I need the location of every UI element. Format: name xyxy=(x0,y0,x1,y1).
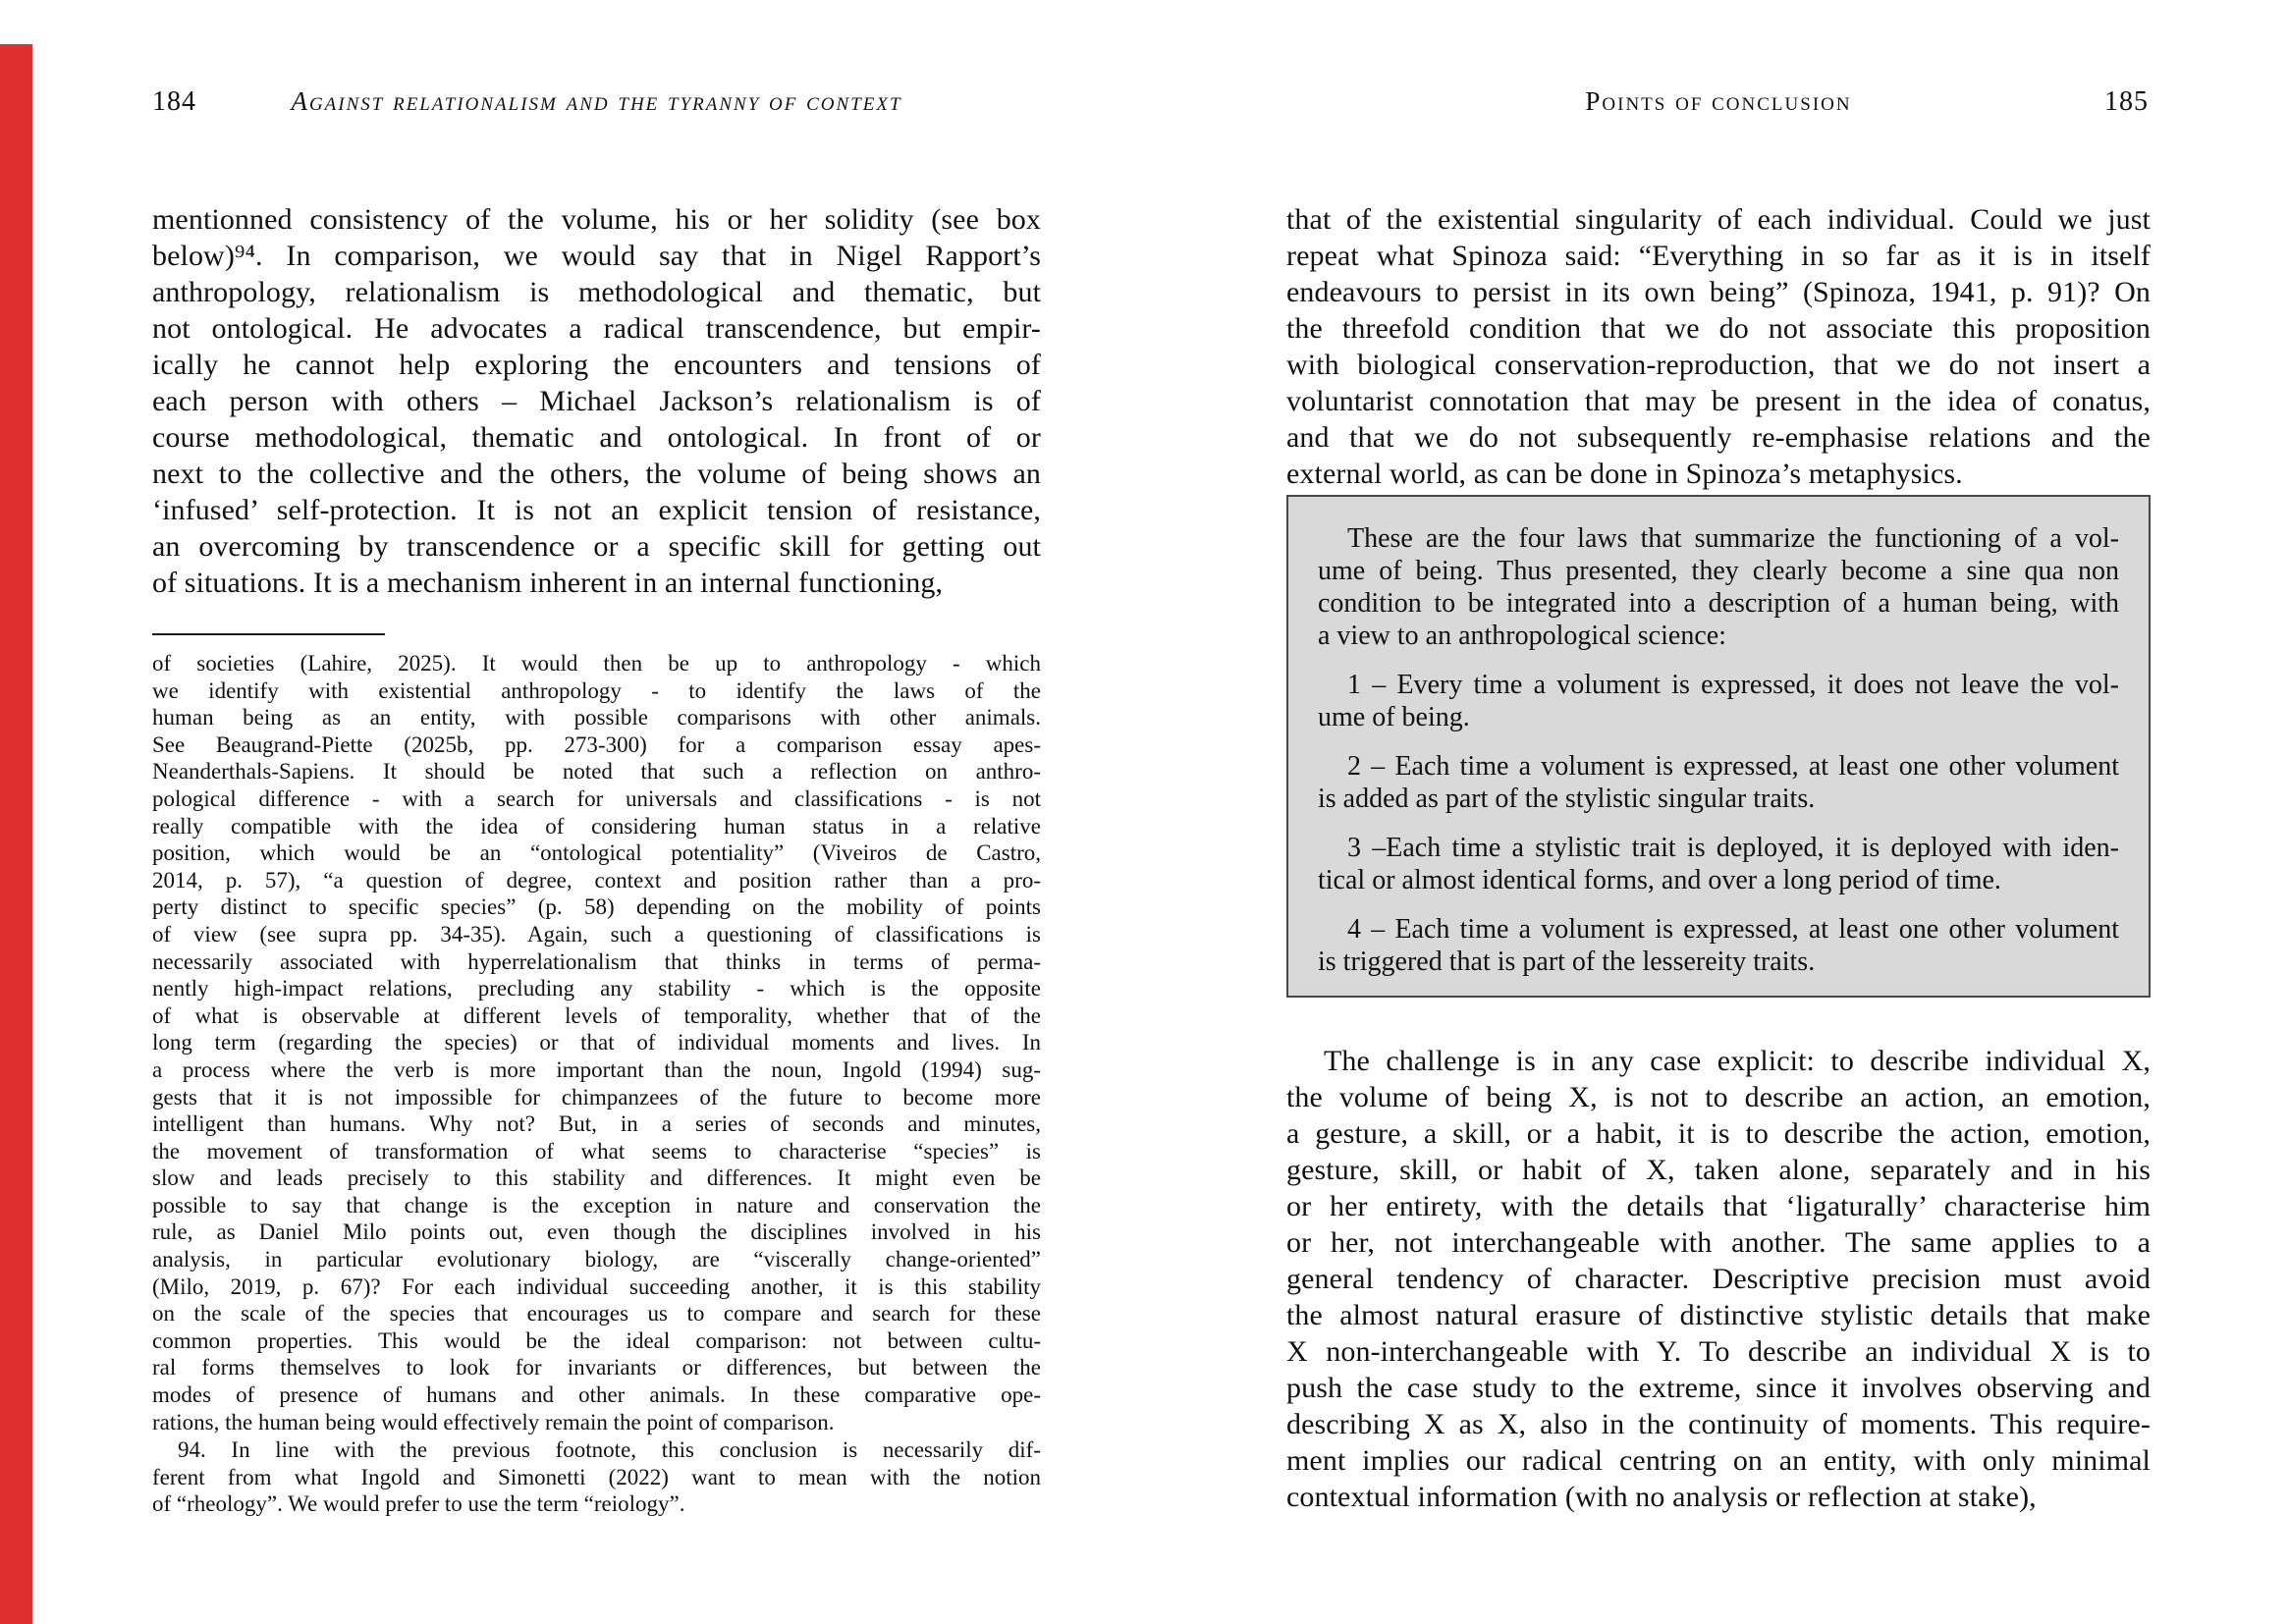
text-line: and that we do not subsequently re-emphasise relations and the xyxy=(1286,421,2151,454)
text-line: X non-interchangeable with Y. To describe an individual X is to xyxy=(1286,1335,2151,1368)
left-page-body-text xyxy=(152,201,1041,601)
text-line: an overcoming by transcendence or a specific skill for getting out xyxy=(152,530,1041,563)
text-line: ically he cannot help exploring the encounters and tensions of xyxy=(152,349,1041,381)
text-line: gesture, skill, or habit of X, taken alone, separately and in his xyxy=(1286,1154,2151,1186)
text-line: contextual information (with no analysis or reflection at stake), xyxy=(1286,1481,2037,1513)
text-line: ferent from what Ingold and Simonetti (2022) want to mean with the notion xyxy=(152,1464,1041,1489)
text-line: tical or almost identical forms, and over a long period of time. xyxy=(1318,865,2001,895)
text-line: external world, as can be done in Spinoza’s metaphysics. xyxy=(1286,458,1963,490)
text-line: course methodological, thematic and ontological. In front of or xyxy=(152,421,1041,454)
text-line: or her entirety, with the details that ‘ligaturally’ characterise him xyxy=(1286,1190,2151,1222)
footnote-94-text xyxy=(152,1436,1041,1518)
text-line: modes of presence of humans and other animals. In these comparative ope- xyxy=(152,1382,1041,1408)
text-line: long term (regarding the species) or that of individual moments and lives. In xyxy=(152,1030,1041,1056)
text-line: endeavours to persist in its own being” (Spinoza, 1941, p. 91)? On xyxy=(1286,276,2151,308)
text-line: perty distinct to specific species” (p. 58) depending on the mobility of points xyxy=(152,894,1041,920)
text-line: a gesture, a skill, or a habit, it is to describe the action, emotion, xyxy=(1286,1117,2151,1150)
left-page-number: 184 xyxy=(152,86,196,117)
text-line: is triggered that is part of the lessereity traits. xyxy=(1318,947,1816,977)
four-laws-box xyxy=(1286,495,2151,998)
text-line: we identify with existential anthropology - to identify the laws of the xyxy=(152,677,1041,703)
law-3 xyxy=(1318,832,2119,896)
text-line: is added as part of the stylistic singular traits. xyxy=(1318,784,1816,814)
text-line: Neanderthals-Sapiens. It should be noted that such a reflection on anthro- xyxy=(152,759,1041,785)
text-line: of view (see supra pp. 34-35). Again, such a questioning of classifications is xyxy=(152,921,1041,947)
text-line: of societies (Lahire, 2025). It would then be up to anthropology - which xyxy=(152,651,1041,676)
text-line: possible to say that change is the exception in nature and conservation the xyxy=(152,1192,1041,1218)
text-line: position, which would be an “ontological potentiality” (Viveiros de Castro, xyxy=(152,840,1041,866)
right-page-closing-text xyxy=(1286,1043,2151,1515)
text-line: the volume of being X, is not to describe an action, an emotion, xyxy=(1286,1081,2151,1113)
laws-box-intro xyxy=(1318,522,2119,652)
law-1 xyxy=(1318,669,2119,733)
text-line: ume of being. Thus presented, they clearly become a sine qua non xyxy=(1318,556,2119,586)
text-line: anthropology, relationalism is methodological and thematic, but xyxy=(152,276,1041,308)
text-line: (Milo, 2019, p. 67)? For each individual succeeding another, it is this stability xyxy=(152,1273,1041,1299)
right-page-body-text xyxy=(1286,201,2151,492)
text-line: 94. In line with the previous footnote, this conclusion is necessarily dif- xyxy=(178,1437,1041,1462)
text-line: intelligent than humans. Why not? But, in a series of seconds and minutes, xyxy=(152,1111,1041,1137)
text-line: ‘infused’ self-protection. It is not an explicit tension of resistance, xyxy=(152,494,1041,526)
text-line: the movement of transformation of what seems to characterise “species” is xyxy=(152,1138,1041,1164)
footnote-separator-rule xyxy=(152,633,385,635)
text-line: of “rheology”. We would prefer to use the term “reiology”. xyxy=(152,1491,685,1517)
text-line: 2 – Each time a volument is expressed, at least one other volument xyxy=(1347,751,2119,782)
text-line: ment implies our radical centring on an entity, with only minimal xyxy=(1286,1444,2151,1477)
text-line: common properties. This would be the ideal comparison: not between cultu- xyxy=(152,1327,1041,1353)
text-line: general tendency of character. Descriptive precision must avoid xyxy=(1286,1263,2151,1295)
text-line: rations, the human being would effectively remain the point of comparison. xyxy=(152,1409,835,1435)
text-line: on the scale of the species that encourages us to compare and search for these xyxy=(152,1301,1041,1326)
text-line: 2014, p. 57), “a question of degree, context and position rather than a pro- xyxy=(152,867,1041,893)
law-2 xyxy=(1318,750,2119,815)
text-line: next to the collective and the others, the volume of being shows an xyxy=(152,458,1041,490)
text-line: gests that it is not impossible for chimpanzees of the future to become more xyxy=(152,1084,1041,1110)
text-line: 4 – Each time a volument is expressed, at least one other volument xyxy=(1347,914,2119,945)
text-line: pological difference - with a search for universals and classifications - is not xyxy=(152,785,1041,811)
footnote-continuation-text xyxy=(152,650,1041,1435)
text-line: the threefold condition that we do not associate this proposition xyxy=(1286,312,2151,345)
text-line: below)⁹⁴. In comparison, we would say that in Nigel Rapport’s xyxy=(152,240,1041,272)
text-line: necessarily associated with hyperrelationalism that thinks in terms of perma- xyxy=(152,948,1041,974)
left-running-head: Against relationalism and the tyranny of context xyxy=(291,86,902,116)
text-line: repeat what Spinoza said: “Everything in so far as it is in itself xyxy=(1286,240,2151,272)
text-line: These are the four laws that summarize the functioning of a vol- xyxy=(1347,523,2119,554)
text-line: really compatible with the idea of considering human status in a relative xyxy=(152,813,1041,839)
text-line: with biological conservation-reproduction, that we do not insert a xyxy=(1286,349,2151,381)
text-line: condition to be integrated into a description of a human being, with xyxy=(1318,588,2119,619)
text-line: voluntarist connotation that may be present in the idea of conatus, xyxy=(1286,385,2151,417)
text-line: See Beaugrand-Piette (2025b, pp. 273-300) for a comparison essay apes- xyxy=(152,731,1041,757)
text-line: a process where the verb is more important than the noun, Ingold (1994) sug- xyxy=(152,1056,1041,1082)
text-line: human being as an entity, with possible comparisons with other animals. xyxy=(152,705,1041,731)
text-line: The challenge is in any case explicit: to describe individual X, xyxy=(1324,1045,2151,1077)
text-line: nently high-impact relations, precluding any stability - which is the opposite xyxy=(152,976,1041,1001)
text-line: of what is observable at different levels of temporality, whether that of the xyxy=(152,1002,1041,1028)
text-line: or her, not interchangeable with another. The same applies to a xyxy=(1286,1226,2151,1259)
text-line: not ontological. He advocates a radical transcendence, but empir- xyxy=(152,312,1041,345)
text-line: analysis, in particular evolutionary biology, are “viscerally change-oriented” xyxy=(152,1247,1041,1272)
text-line: ume of being. xyxy=(1318,702,1470,732)
scan-edge-red-strip xyxy=(0,44,32,1624)
text-line: each person with others – Michael Jackson’s relationalism is of xyxy=(152,385,1041,417)
text-line: describing X as X, also in the continuity of moments. This require- xyxy=(1286,1408,2151,1440)
text-line: of situations. It is a mechanism inherent in an internal functioning, xyxy=(152,567,944,599)
text-line: slow and leads precisely to this stability and differences. It might even be xyxy=(152,1165,1041,1191)
text-line: 1 – Every time a volument is expressed, it does not leave the vol- xyxy=(1347,670,2119,700)
text-line: the almost natural erasure of distinctive stylistic details that make xyxy=(1286,1299,2151,1331)
text-line: rule, as Daniel Milo points out, even though the disciplines involved in his xyxy=(152,1219,1041,1245)
text-line: that of the existential singularity of each individual. Could we just xyxy=(1286,203,2151,236)
text-line: push the case study to the extreme, since it involves observing and xyxy=(1286,1372,2151,1404)
law-4 xyxy=(1318,913,2119,978)
text-line: 3 –Each time a stylistic trait is deployed, it is deployed with iden- xyxy=(1347,833,2119,863)
right-page-number: 185 xyxy=(2104,86,2149,117)
right-running-head: Points of conclusion xyxy=(1585,86,1852,116)
text-line: a view to an anthropological science: xyxy=(1318,621,1726,651)
text-line: ral forms themselves to look for invariants or differences, but between the xyxy=(152,1355,1041,1380)
text-line: mentionned consistency of the volume, his or her solidity (see box xyxy=(152,203,1041,236)
